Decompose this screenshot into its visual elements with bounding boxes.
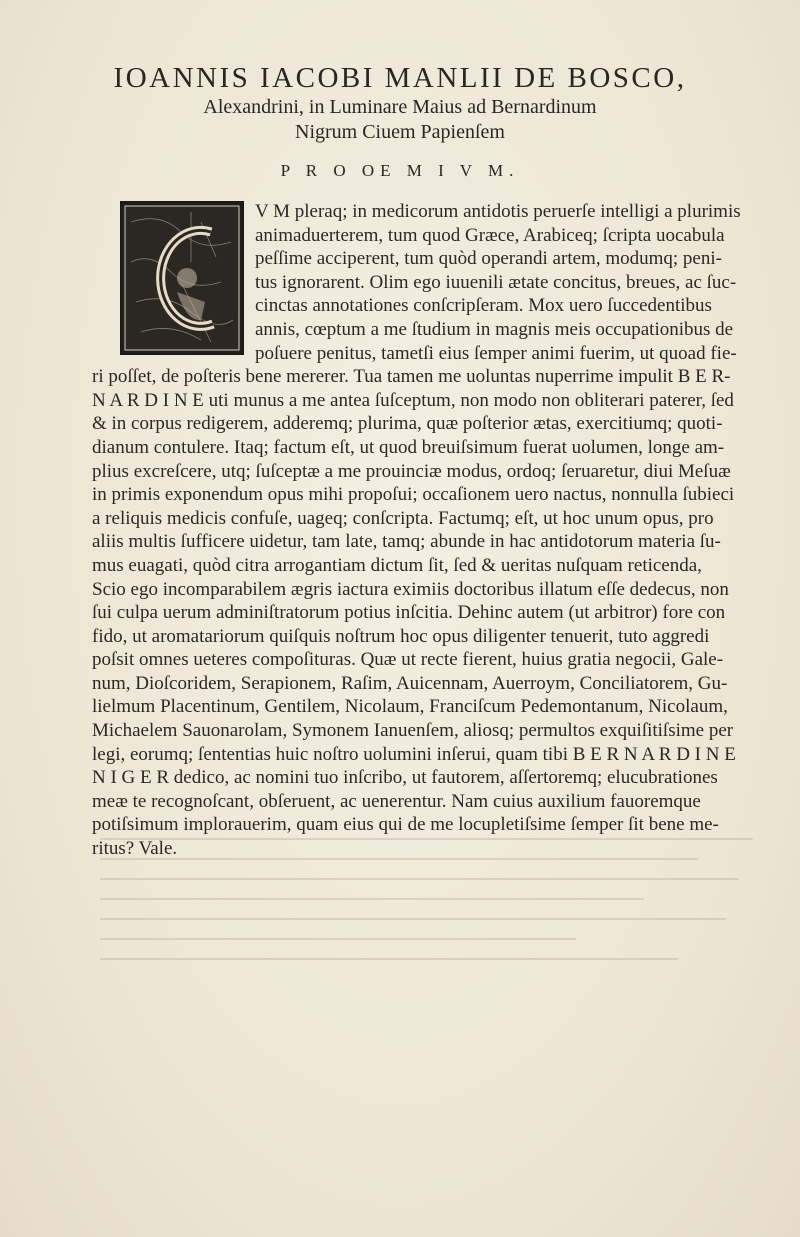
text-line: ri poſſet, de poſteris bene mererer. Tua tamen me uoluntas nuperrime impulit B E R-	[92, 366, 731, 388]
text-line: peſſime acciperent, tum quòd operandi artem, modumq; peni-	[255, 248, 722, 270]
preface-body	[92, 200, 772, 861]
text-line: lielmum Placentinum, Gentilem, Nicolaum, Franciſcum Pedemontanum, Nicolaum,	[92, 696, 728, 718]
text-line: N A R D I N E uti munus a me antea ſuſceptum, non modo non obliterari paterer, ſed	[92, 389, 734, 411]
text-line: dianum contulere. Itaq; factum eſt, ut quod breuiſsimum fuerat uolumen, longe am-	[92, 436, 725, 458]
text-line: potiſsimum implorauerim, quam eius qui de me locupletiſsime ſemper ſit bene me-	[92, 814, 719, 836]
text-line: N I G E R dedico, ac nomini tuo inſcribo, ut fautorem, aſſertoremq; elucubrationes	[92, 767, 718, 789]
text-line: in primis exponendum opus mihi propoſui; occaſionem uero nactus, nonnulla ſubieci	[92, 484, 735, 506]
text-line: poſuere penitus, tametſi eius ſemper animi fuerim, ut quoad fie-	[255, 342, 737, 364]
text-line: meæ te recognoſcant, obſeruent, ac uenerentur. Nam cuius auxilium fauoremque	[92, 790, 701, 812]
text-line: aliis multis ſufficere uidetur, tam late, tamq; abunde in hac antidotorum materia ſu-	[92, 531, 721, 553]
text-line: legi, eorumq; ſententias huic noſtro uolumini inſerui, quam tibi B E R N A R D I N E	[92, 743, 736, 765]
text-line: & in corpus redigerem, adderemq; plurima, quæ poſterior ætas, exercitiumq; quoti-	[92, 413, 723, 435]
text-line: V M pleraq; in medicorum antidotis peruerſe intelligi a plurimis	[255, 201, 741, 222]
text-line: ſui culpa uerum adminiſtratorum potius inſcitia. Dehinc autem (ut arbitror) fore con	[92, 602, 726, 624]
text-line: num, Dioſcoridem, Serapionem, Raſim, Auicennam, Auerroym, Conciliatorem, Gu-	[92, 672, 728, 694]
text-line: animaduerterem, tum quod Græce, Arabiceq; ſcripta uocabula	[255, 224, 725, 246]
show-through-texture	[100, 820, 780, 1020]
text-line: tus ignorarent. Olim ego iuuenili ætate concitus, breues, ac ſuc-	[255, 271, 737, 293]
text-line: cinctas annotationes conſcripſeram. Mox uero ſuccedentibus	[255, 295, 712, 317]
section-heading: P R O OE M I V M.	[280, 161, 520, 180]
text-line: poſsit omnes ueteres compoſituras. Quæ ut recte fierent, huius gratia negocii, Gale-	[92, 649, 724, 671]
text-line: plius excreſcere, utq; ſuſceptæ a me prouinciæ modus, ordoq; ſeruaretur, diui Meſuæ	[92, 460, 731, 482]
title-line-3: Nigrum Ciuem Papienſem	[295, 121, 505, 143]
title-line-1: IOANNIS IACOBI MANLII DE BOSCO,	[113, 62, 687, 94]
title-line-2: Alexandrini, in Luminare Maius ad Bernardinum	[203, 96, 597, 118]
text-line: ritus? Vale.	[92, 838, 178, 860]
text-line: Scio ego incomparabilem ægris iactura eximiis doctoribus illatum eſſe dedecus, non	[92, 578, 729, 600]
text-line: a reliquis medicis confuſe, uageq; conſcripta. Factumq; eſt, ut hoc unum opus, pro	[92, 507, 714, 529]
text-line: mus euagati, quòd citra arrogantiam dictum ſit, ſed & ueritas nuſquam reticenda,	[92, 554, 702, 576]
text-line: Michaelem Sauonarolam, Symonem Ianuenſem, aliosq; permultos exquiſitiſsime per	[92, 720, 734, 742]
text-line: fido, ut aromatariorum quiſquis noſtrum hoc opus diligenter tenuerit, tuto aggredi	[92, 625, 710, 647]
text-line: annis, cœptum a me ſtudium in magnis meis occupationibus de	[255, 318, 734, 340]
